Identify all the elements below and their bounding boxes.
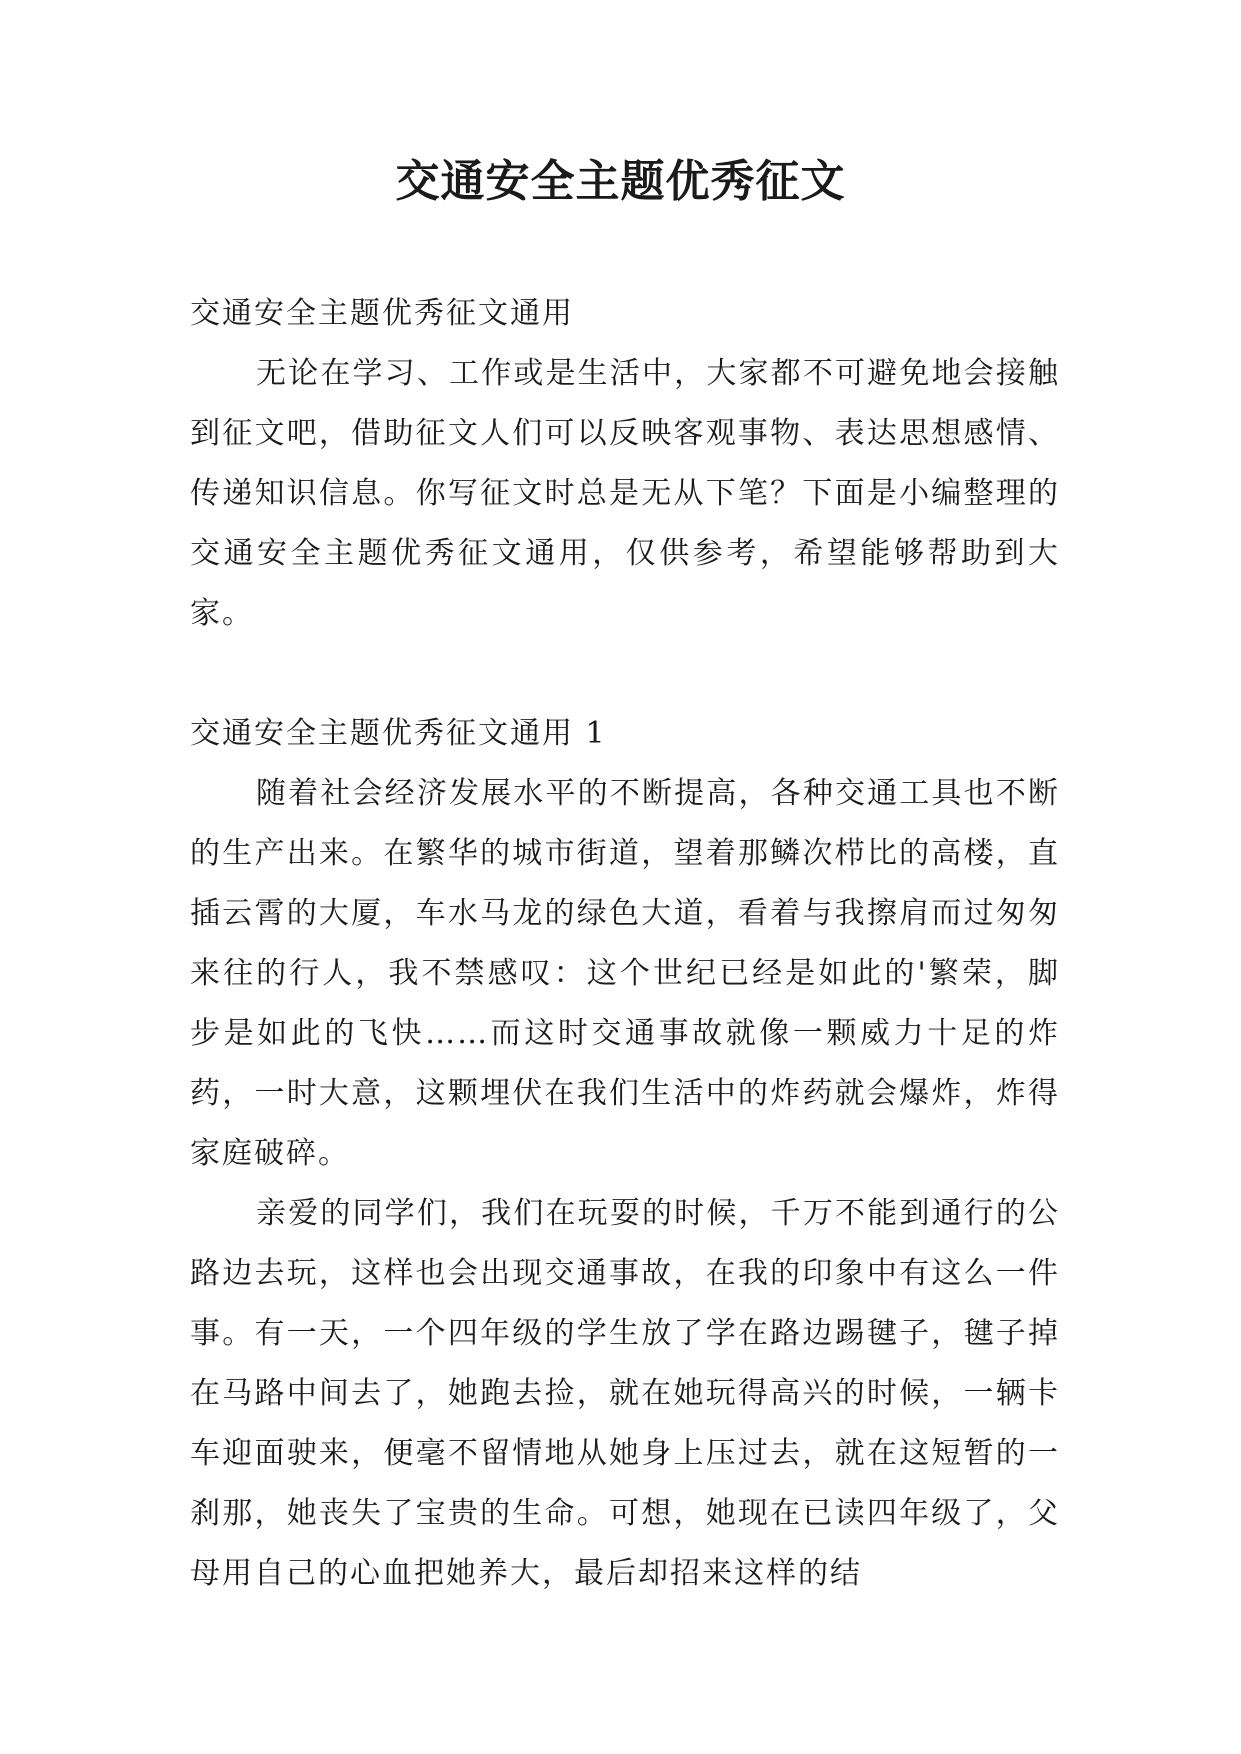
intro-paragraph: 无论在学习、工作或是生活中，大家都不可避免地会接触到征文吧，借助征文人们可以反映客观事物、表达思想感情、传递知识信息。你写征文时总是无从下笔？下面是小编整理的交通安全主题优秀征文通用，仅供参考，希望能够帮助到大家。 — [190, 356, 1060, 631]
section1-paragraph-1: 随着社会经济发展水平的不断提高，各种交通工具也不断的生产出来。在繁华的城市街道，望着那鳞次栉比的高楼，直插云霄的大厦，车水马龙的绿色大道，看着与我擦肩而过匆匆来往的行人，我不禁感叹：这个世纪已经是如此的'繁荣，脚步是如此的飞快……而这时交通事故就像一颗威力十足的炸药，一时大意，这颗埋伏在我们生活中的炸药就会爆炸，炸得家庭破碎。 — [190, 776, 1060, 1171]
section-spacer — [190, 644, 1060, 704]
section1-heading: 交通安全主题优秀征文通用 1 — [190, 716, 607, 751]
document-title: 交通安全主题优秀征文 — [395, 156, 846, 207]
intro-heading: 交通安全主题优秀征文通用 — [190, 296, 574, 331]
document-body — [190, 284, 1060, 1604]
section1-paragraph-2: 亲爱的同学们，我们在玩耍的时候，千万不能到通行的公路边去玩，这样也会出现交通事故，在我的印象中有这么一件事。有一天，一个四年级的学生放了学在路边踢毽子，毽子掉在马路中间去了，她跑去捡，就在她玩得高兴的时候，一辆卡车迎面驶来，便毫不留情地从她身上压过去，就在这短暂的一刹那，她丧失了宝贵的生命。可想，她现在已读四年级了，父母用自己的心血把她养大，最后却招来这样的结 — [190, 1196, 1060, 1591]
